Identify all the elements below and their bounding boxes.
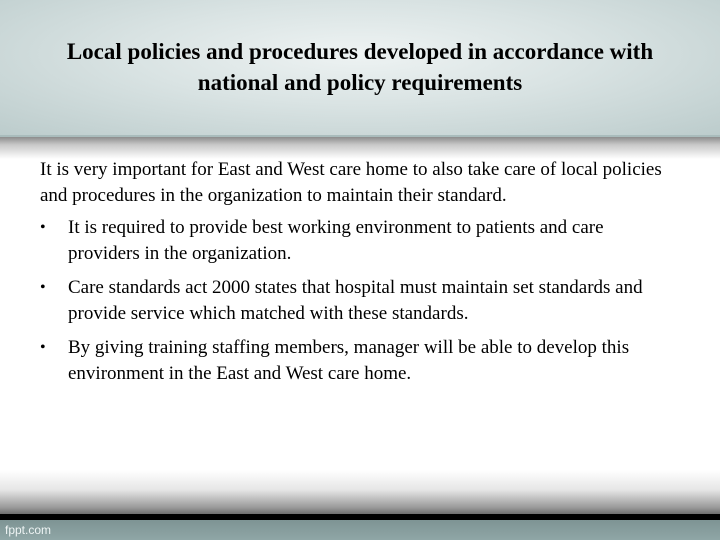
footer-band [0, 520, 720, 540]
slide-title: Local policies and procedures developed in accordance with national and policy requirements [66, 39, 654, 95]
bullet-text: It is required to provide best working environment to patients and care providers in the organization. [68, 217, 604, 264]
slide-body [40, 157, 670, 395]
header-shadow [0, 137, 720, 159]
bullet-text: Care standards act 2000 states that hospital must maintain set standards and provide service which matched with these standards. [68, 277, 643, 324]
bullet-icon: • [40, 219, 46, 236]
title-header [0, 0, 720, 137]
bullet-item [40, 335, 670, 387]
bullet-icon: • [40, 339, 46, 356]
bullet-list [40, 215, 670, 387]
bullet-item [40, 215, 670, 267]
fppt-watermark: fppt.com [5, 523, 52, 537]
footer-shadow [0, 470, 720, 514]
intro-paragraph: It is very important for East and West care home to also take care of local policies and procedures in the organization to maintain their standard. [40, 159, 662, 206]
bullet-item [40, 275, 670, 327]
bullet-text: By giving training staffing members, manager will be able to develop this environment in the East and West care home. [68, 337, 630, 384]
bullet-icon: • [40, 279, 46, 296]
